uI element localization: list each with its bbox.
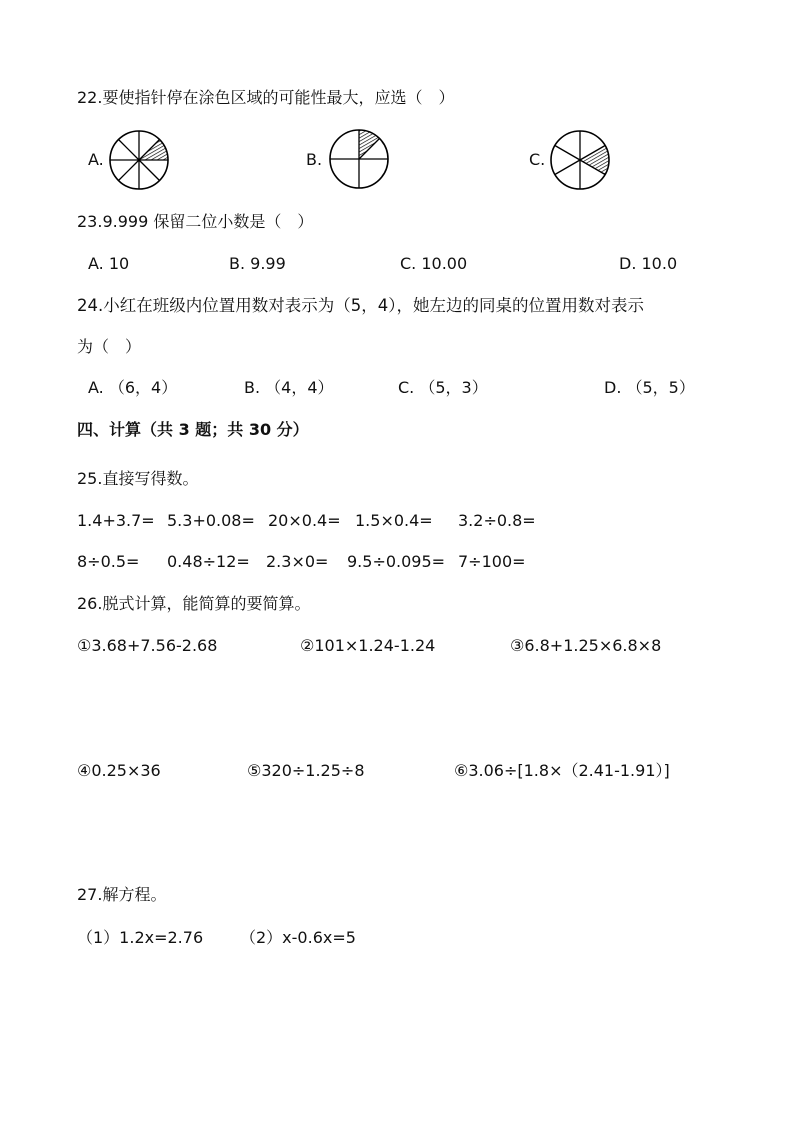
q24-option-a: A. （6，4）: [88, 378, 178, 397]
q26-item-6-expr: 3.06÷[1.8×（2.41-1.91）]: [468, 761, 670, 780]
spinner-divider: [118, 160, 139, 181]
spinner-divider: [139, 160, 160, 181]
q26-item-3: [510, 635, 661, 657]
q25-r2-c1: 8÷0.5=: [77, 552, 140, 571]
q26-item-6: [454, 760, 670, 782]
spinner-b-icon: [328, 128, 390, 190]
q26-item-3-expr: 6.8+1.25×6.8×8: [524, 636, 662, 655]
q27-stem: 27.解方程。: [77, 885, 167, 904]
q25-stem: 25.直接写得数。: [77, 469, 199, 488]
q25-r1-c2: 5.3+0.08=: [167, 511, 255, 530]
q24-option-b: B. （4，4）: [244, 378, 334, 397]
spinner-divider: [555, 146, 580, 161]
q25-r1-c3: 20×0.4=: [268, 511, 341, 530]
q26-item-1-expr: 3.68+7.56-2.68: [91, 636, 218, 655]
q24-stem-line1: 24.小红在班级内位置用数对表示为（5，4），她左边的同桌的位置用数对表示: [77, 296, 644, 315]
q22-stem: 22.要使指针停在涂色区域的可能性最大，应选（ ）: [77, 88, 455, 107]
q26-item-2-expr: 101×1.24-1.24: [314, 636, 436, 655]
spinner-divider: [555, 160, 580, 175]
q27-item-1: （1）1.2x=2.76: [77, 928, 204, 947]
q26-item-2: [300, 635, 435, 657]
shaded-sector: [139, 139, 168, 160]
q24-option-d: D. （5，5）: [604, 378, 695, 397]
q25-r1-c1: 1.4+3.7=: [77, 511, 155, 530]
q24-stem-line2: 为（ ）: [77, 337, 142, 356]
q23-option-b: B. 9.99: [229, 254, 286, 273]
q23-stem: 23.9.999 保留二位小数是（ ）: [77, 212, 314, 231]
spinner-divider: [118, 139, 139, 160]
q26-item-5-expr: 320÷1.25÷8: [261, 761, 365, 780]
q26-item-4-number: ④: [77, 761, 92, 780]
q26-item-4-expr: 0.25×36: [91, 761, 161, 780]
shaded-sector: [359, 130, 380, 159]
q26-item-1: [77, 635, 217, 657]
q25-r2-c5: 7÷100=: [458, 552, 526, 571]
spinner-a-icon: [108, 129, 170, 191]
q25-r2-c2: 0.48÷12=: [167, 552, 250, 571]
q26-item-6-number: ⑥: [454, 761, 469, 780]
q23-option-a: A. 10: [88, 254, 130, 273]
q22-option-c-label: C.: [529, 150, 546, 169]
q22-option-a-label: A.: [88, 150, 104, 169]
q25-r2-c4: 9.5÷0.095=: [347, 552, 446, 571]
q26-item-5: [247, 760, 365, 782]
shaded-sector: [580, 146, 609, 175]
q26-stem: 26.脱式计算，能简算的要简算。: [77, 594, 311, 613]
q26-item-1-number: ①: [77, 636, 92, 655]
q27-item-2: （2）x-0.6x=5: [240, 928, 356, 947]
q26-item-3-number: ③: [510, 636, 525, 655]
q26-item-5-number: ⑤: [247, 761, 262, 780]
q25-r2-c3: 2.3×0=: [266, 552, 329, 571]
q23-option-d: D. 10.0: [619, 254, 678, 273]
q25-r1-c4: 1.5×0.4=: [355, 511, 433, 530]
section-4-title: 四、计算（共 3 题；共 30 分）: [77, 420, 309, 439]
q26-item-2-number: ②: [300, 636, 315, 655]
spinner-c-icon: [549, 129, 611, 191]
q22-option-b-label: B.: [306, 150, 323, 169]
q23-option-c: C. 10.00: [400, 254, 468, 273]
q24-option-c: C. （5，3）: [398, 378, 488, 397]
q26-item-4: [77, 760, 161, 782]
q25-r1-c5: 3.2÷0.8=: [458, 511, 536, 530]
